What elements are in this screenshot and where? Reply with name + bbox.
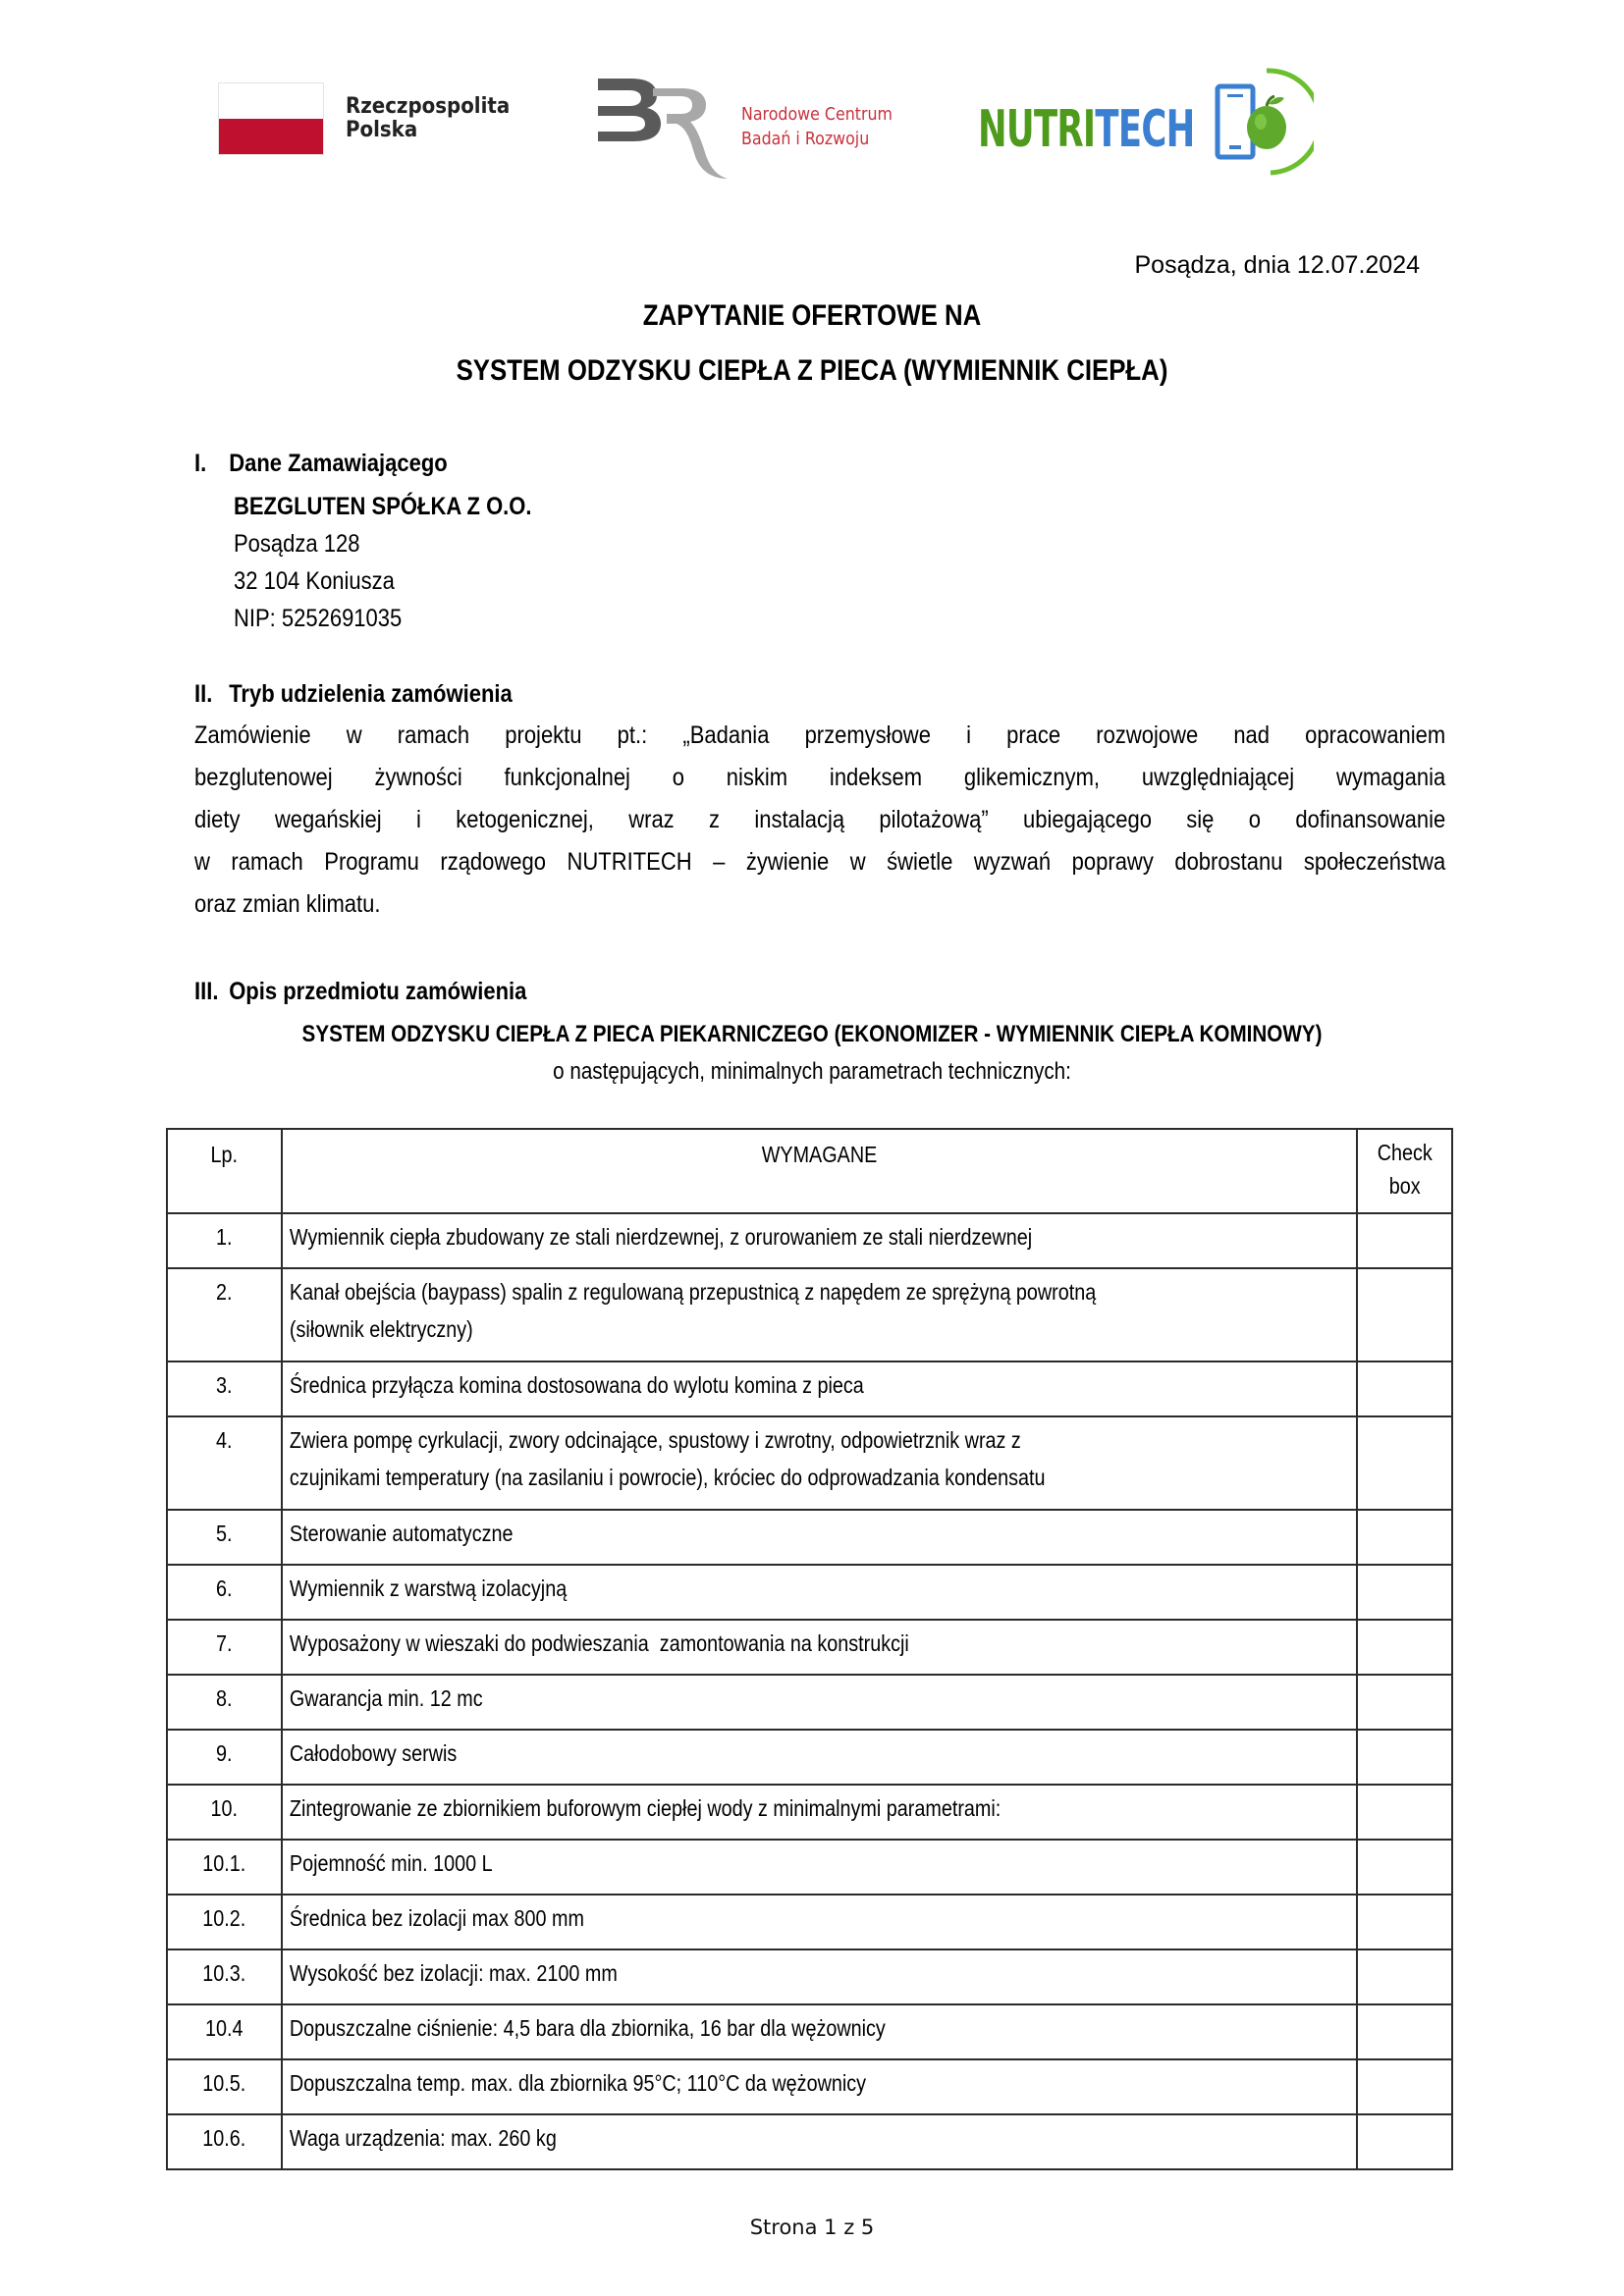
row-requirement xyxy=(282,1730,1357,1785)
header-checkbox xyxy=(1357,1129,1452,1213)
row-number-label: 1. xyxy=(216,1224,233,1250)
requirement-text: Wysokość bez izolacji: max. 2100 mm xyxy=(289,1960,618,1986)
polish-flag-icon xyxy=(218,82,324,155)
row-number-label: 10.5. xyxy=(202,2070,246,2096)
logo-ncbr-text xyxy=(741,102,893,151)
row-number xyxy=(167,1675,282,1730)
row-checkbox[interactable] xyxy=(1357,2004,1452,2059)
section-1-title: Dane Zamawiającego xyxy=(229,450,448,477)
table-row xyxy=(167,1416,1452,1510)
section-2-title: Tryb udzielenia zamówienia xyxy=(229,680,513,708)
row-checkbox[interactable] xyxy=(1357,1730,1452,1785)
requirement-text: Wyposażony w wieszaki do podwieszania zamontowania na konstrukcji xyxy=(289,1630,909,1656)
logo-nutritech-wordmark xyxy=(978,100,1195,159)
row-requirement xyxy=(282,1268,1357,1362)
requirement-text: Dopuszczalna temp. max. dla zbiornika 95°C; 110°C da wężownicy xyxy=(289,2070,866,2096)
page-number: Strona 1 z 5 xyxy=(749,2216,875,2239)
row-checkbox[interactable] xyxy=(1357,1895,1452,1949)
row-checkbox[interactable] xyxy=(1357,1510,1452,1565)
row-number xyxy=(167,1362,282,1416)
row-requirement xyxy=(282,1620,1357,1675)
requirement-text: Wymiennik ciepła zbudowany ze stali nierdzewnej, z orurowaniem ze stali nierdzewnej xyxy=(289,1224,1032,1250)
table-row xyxy=(167,1840,1452,1895)
row-requirement xyxy=(282,1362,1357,1416)
table-row xyxy=(167,1362,1452,1416)
table-row xyxy=(167,2059,1452,2114)
logo-ncbr xyxy=(594,65,918,183)
requirement-line: czujnikami temperatury (na zasilaniu i powrocie), króciec do odprowadzania kondensatu xyxy=(289,1465,1046,1490)
row-checkbox[interactable] xyxy=(1357,1416,1452,1510)
requirement-line: (siłownik elektryczny) xyxy=(289,1316,473,1342)
document-date: Posądza, dnia 12.07.2024 xyxy=(1134,251,1420,279)
row-requirement xyxy=(282,2004,1357,2059)
row-number xyxy=(167,1949,282,2004)
document-title-line2: SYSTEM ODZYSKU CIEPŁA Z PIECA (WYMIENNIK CIEPŁA) xyxy=(456,354,1168,387)
section-2-number: II. xyxy=(194,680,213,708)
logo-rzeczpospolita-polska xyxy=(218,82,528,155)
row-checkbox[interactable] xyxy=(1357,1785,1452,1840)
row-number xyxy=(167,2114,282,2169)
row-number-label: 3. xyxy=(216,1372,233,1398)
row-requirement xyxy=(282,2114,1357,2169)
row-number-label: 10.2. xyxy=(202,1905,246,1931)
row-number xyxy=(167,1268,282,1362)
row-requirement xyxy=(282,1675,1357,1730)
table-header-row xyxy=(167,1129,1452,1213)
phone-apple-icon xyxy=(1206,67,1314,180)
section-3-heading xyxy=(194,978,526,1006)
paragraph-line: diety wegańskiej i ketogenicznej, wraz z instalacją pilotażową” ubiegającego się o dofinansowanie xyxy=(194,806,1446,833)
row-number xyxy=(167,1416,282,1510)
requirement-text: Waga urządzenia: max. 260 kg xyxy=(289,2125,557,2151)
row-number-label: 10.4 xyxy=(205,2015,244,2041)
row-number xyxy=(167,1565,282,1620)
requirement-line: Zwiera pompę cyrkulacji, zwory odcinające, spustowy i zwrotny, odpowietrznik wraz z xyxy=(289,1427,1021,1453)
logo-ncbr-line2: Badań i Rozwoju xyxy=(741,129,870,149)
row-checkbox[interactable] xyxy=(1357,1675,1452,1730)
row-checkbox[interactable] xyxy=(1357,1362,1452,1416)
tax-id: NIP: 5252691035 xyxy=(234,605,403,632)
row-checkbox[interactable] xyxy=(1357,2114,1452,2169)
header-checkbox-line2: box xyxy=(1388,1173,1421,1199)
section-3-number: III. xyxy=(194,978,219,1005)
row-number xyxy=(167,1785,282,1840)
row-checkbox[interactable] xyxy=(1357,1840,1452,1895)
table-row xyxy=(167,1730,1452,1785)
section-2-paragraph xyxy=(194,715,1445,926)
row-requirement xyxy=(282,1416,1357,1510)
ncbr-br-mark-icon xyxy=(594,65,741,183)
ordering-party-details xyxy=(234,488,532,637)
address-city: 32 104 Koniusza xyxy=(234,567,395,595)
company-name: BEZGLUTEN SPÓŁKA Z O.O. xyxy=(234,493,532,520)
requirement-text: Całodobowy serwis xyxy=(289,1740,457,1766)
row-number-label: 7. xyxy=(216,1630,233,1656)
section-3-subtitle: SYSTEM ODZYSKU CIEPŁA Z PIECA PIEKARNICZEGO (EKONOMIZER - WYMIENNIK CIEPŁA KOMINOWY) xyxy=(301,1021,1323,1047)
row-number-label: 8. xyxy=(216,1685,233,1711)
section-3-subtitle-2: o następujących, minimalnych parametrach technicznych: xyxy=(553,1058,1071,1085)
requirement-text xyxy=(283,1269,1206,1348)
row-number-label: 10.1. xyxy=(202,1850,246,1876)
header-checkbox-label xyxy=(1364,1130,1444,1202)
row-requirement xyxy=(282,1895,1357,1949)
requirement-text: Średnica bez izolacji max 800 mm xyxy=(289,1905,584,1931)
row-number-label: 10.6. xyxy=(202,2125,246,2151)
paragraph-line: bezglutenowej żywności funkcjonalnej o niskim indeksem glikemicznym, uwzględniającej wymagania xyxy=(194,764,1446,791)
table-row xyxy=(167,1949,1452,2004)
row-checkbox[interactable] xyxy=(1357,1213,1452,1268)
row-checkbox[interactable] xyxy=(1357,1949,1452,2004)
row-requirement xyxy=(282,1785,1357,1840)
row-checkbox[interactable] xyxy=(1357,2059,1452,2114)
row-number xyxy=(167,1840,282,1895)
logo-rp-line1: Rzeczpospolita xyxy=(346,94,511,119)
section-1-number: I. xyxy=(194,450,207,477)
requirement-text: Wymiennik z warstwą izolacyjną xyxy=(289,1575,567,1601)
table-row xyxy=(167,2114,1452,2169)
row-number xyxy=(167,2004,282,2059)
row-number-label: 5. xyxy=(216,1521,233,1546)
table-row xyxy=(167,1895,1452,1949)
row-checkbox[interactable] xyxy=(1357,1620,1452,1675)
paragraph-line: oraz zmian klimatu. xyxy=(194,890,381,918)
table-row xyxy=(167,1268,1452,1362)
table-row xyxy=(167,1213,1452,1268)
address-street: Posądza 128 xyxy=(234,530,360,558)
requirement-text: Sterowanie automatyczne xyxy=(289,1521,514,1546)
table-row xyxy=(167,1785,1452,1840)
row-number xyxy=(167,1895,282,1949)
header-required xyxy=(282,1129,1357,1213)
row-number xyxy=(167,1213,282,1268)
paragraph-line: Zamówienie w ramach projektu pt.: „Badania przemysłowe i prace rozwojowe nad opracowaniem xyxy=(194,721,1446,749)
row-requirement xyxy=(282,1510,1357,1565)
header-lp-label: Lp. xyxy=(210,1142,239,1167)
row-number-label: 9. xyxy=(216,1740,233,1766)
requirement-text: Zintegrowanie ze zbiornikiem buforowym ciepłej wody z minimalnymi parametrami: xyxy=(289,1795,1001,1821)
row-number-label: 2. xyxy=(216,1279,233,1305)
requirement-text: Dopuszczalne ciśnienie: 4,5 bara dla zbiornika, 16 bar dla wężownicy xyxy=(289,2015,886,2041)
requirement-text xyxy=(283,1417,1206,1496)
row-checkbox[interactable] xyxy=(1357,1268,1452,1362)
row-number-label: 6. xyxy=(216,1575,233,1601)
table-row xyxy=(167,1565,1452,1620)
table-row xyxy=(167,1620,1452,1675)
row-number xyxy=(167,1510,282,1565)
requirement-text: Gwarancja min. 12 mc xyxy=(289,1685,483,1711)
table-row xyxy=(167,1675,1452,1730)
requirement-text: Średnica przyłącza komina dostosowana do wylotu komina z pieca xyxy=(289,1372,864,1398)
header-logos xyxy=(0,61,1624,188)
logo-nutri-part: NUTRI xyxy=(978,100,1096,159)
row-number xyxy=(167,1620,282,1675)
row-number xyxy=(167,1730,282,1785)
section-1-heading xyxy=(194,450,448,478)
header-required-label: WYMAGANE xyxy=(761,1142,877,1167)
section-3-title: Opis przedmiotu zamówienia xyxy=(229,978,527,1005)
row-checkbox[interactable] xyxy=(1357,1565,1452,1620)
row-requirement xyxy=(282,1565,1357,1620)
row-requirement xyxy=(282,1213,1357,1268)
table-row xyxy=(167,2004,1452,2059)
section-2-heading xyxy=(194,680,513,709)
row-number-label: 4. xyxy=(216,1427,233,1453)
paragraph-line: w ramach Programu rządowego NUTRITECH – żywienie w świetle wyzwań poprawy dobrostanu społeczeństwa xyxy=(194,848,1446,876)
row-requirement xyxy=(282,1949,1357,2004)
table-row xyxy=(167,1510,1452,1565)
row-requirement xyxy=(282,1840,1357,1895)
logo-rp-text xyxy=(346,95,510,142)
logo-rp-line2: Polska xyxy=(346,118,418,142)
requirements-table xyxy=(166,1128,1453,2170)
row-requirement xyxy=(282,2059,1357,2114)
row-number-label: 10.3. xyxy=(202,1960,246,1986)
header-lp xyxy=(167,1129,282,1213)
header-checkbox-line1: Check xyxy=(1377,1140,1433,1165)
row-number xyxy=(167,2059,282,2114)
logo-ncbr-line1: Narodowe Centrum xyxy=(741,104,893,125)
requirement-text: Pojemność min. 1000 L xyxy=(289,1850,493,1876)
document-title-line1: ZAPYTANIE OFERTOWE NA xyxy=(642,299,982,332)
logo-tech-part: TECH xyxy=(1095,100,1195,159)
logo-nutritech xyxy=(978,67,1312,180)
requirement-line: Kanał obejścia (baypass) spalin z regulowaną przepustnicą z napędem ze sprężyną powrotną xyxy=(289,1279,1096,1305)
row-number-label: 10. xyxy=(210,1795,239,1821)
